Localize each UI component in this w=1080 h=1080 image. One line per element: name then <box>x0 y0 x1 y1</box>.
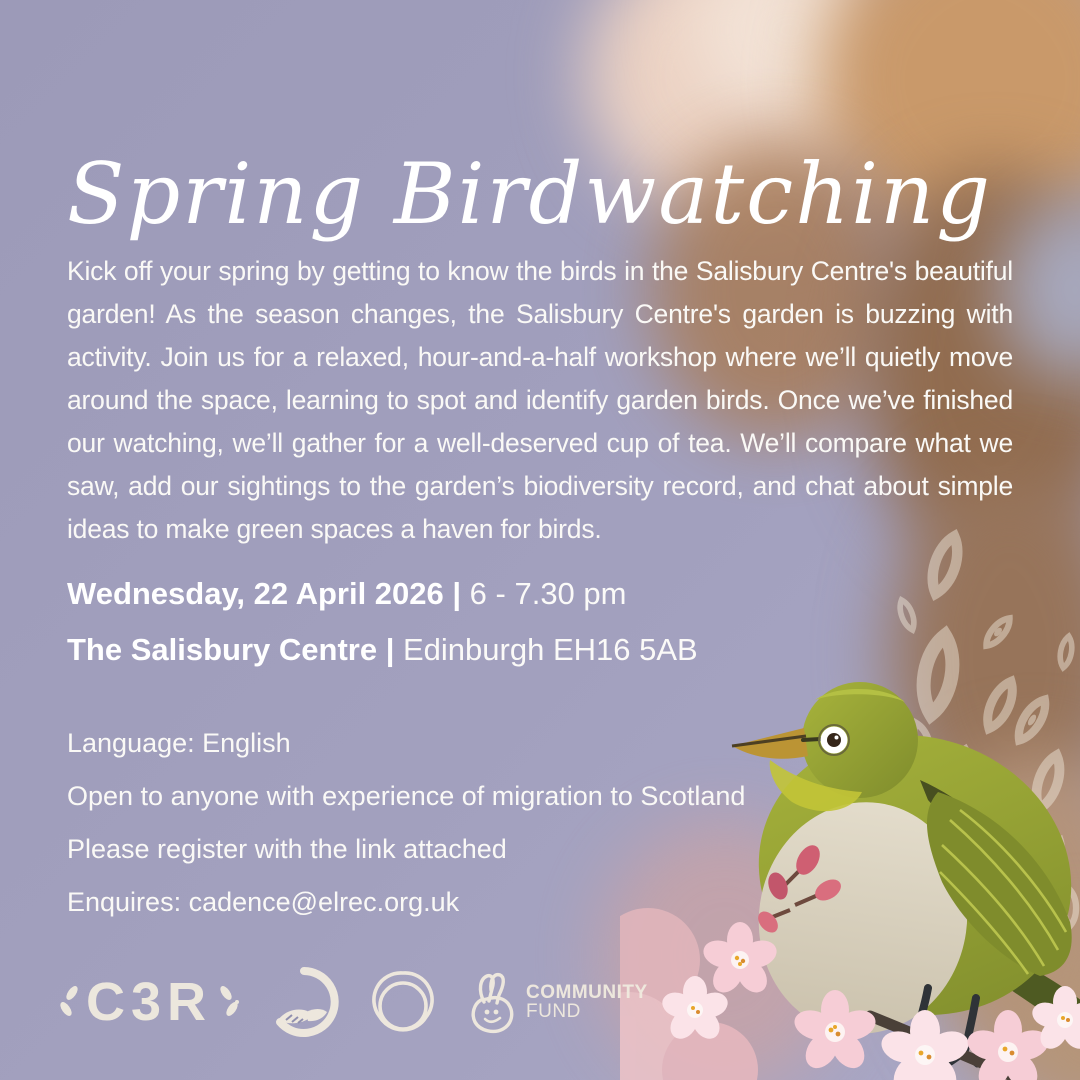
c3r-logo <box>58 972 240 1032</box>
detail-language: Language: English <box>67 728 291 758</box>
community-fund-line1: COMMUNITY <box>526 981 648 1003</box>
page-title: Spring Birdwatching <box>67 145 993 244</box>
detail-register: Please register with the link attached <box>67 834 507 864</box>
venue-location: Edinburgh EH16 5AB <box>403 632 698 667</box>
handshake-circle-logo-icon <box>266 964 342 1040</box>
venue-name: The Salisbury Centre | <box>67 632 403 667</box>
community-fund-logo <box>464 970 648 1034</box>
event-venue-line <box>67 632 698 668</box>
c3r-leaf-left-icon <box>58 985 80 1019</box>
lottery-crossed-fingers-icon <box>464 970 518 1034</box>
detail-audience: Open to anyone with experience of migration to Scotland <box>67 781 746 811</box>
event-time: 6 - 7.30 pm <box>469 576 627 611</box>
event-details <box>67 726 827 938</box>
triquetra-logo-icon <box>368 965 438 1039</box>
community-fund-line2: FUND <box>526 1001 581 1022</box>
event-date-line <box>67 576 626 612</box>
community-fund-text <box>526 983 648 1022</box>
c3r-leaf-right-icon <box>218 985 240 1019</box>
event-date: Wednesday, 22 April 2026 | <box>67 576 470 611</box>
detail-enquiries: Enquires: cadence@elrec.org.uk <box>67 887 460 917</box>
c3r-logo-text: C3R <box>86 972 213 1032</box>
partner-logos <box>58 952 648 1052</box>
event-description: Kick off your spring by getting to know the birds in the Salisbury Centre's beautiful garden! As the season changes, the Salisbury Centre's garden is buzzing with activity. Join us for a relaxed, hour-and-a-half workshop where we’ll quietly move around the space, learning to spot and identify garden birds. Once we’ve finished our watching, we’ll gather for a well-deserved cup of tea. We’ll compare what we saw, add our sightings to the garden’s biodiversity record, and chat about simple ideas to make green spaces a haven for birds. <box>67 256 1013 544</box>
